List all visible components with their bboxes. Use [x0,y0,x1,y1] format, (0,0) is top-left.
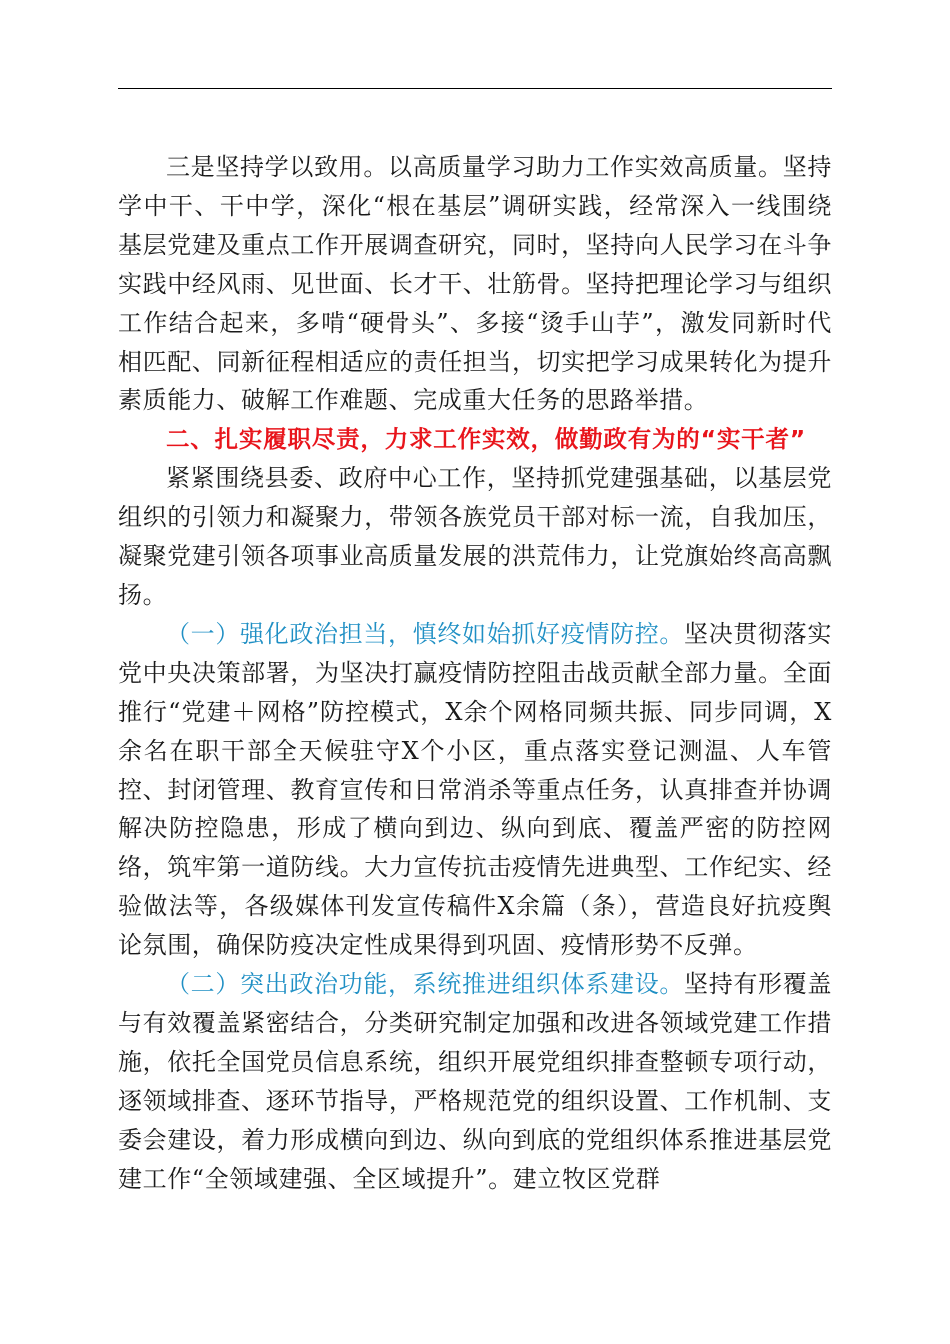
paragraph-organization-system [118,965,832,1198]
subheading-epidemic-control: （一）强化政治担当，慎终如始抓好疫情防控。 [166,619,685,648]
paragraph-section-2-intro: 紧紧围绕县委、政府中心工作，坚持抓党建强基础，以基层党组织的引领力和凝聚力，带领各族党员干部对标一流，自我加压，凝聚党建引领各项事业高质量发展的洪荒伟力，让党旗始终高高飘扬。 [118,464,832,609]
header-rule [118,88,832,89]
paragraph-organization-system-body: 坚持有形覆盖与有效覆盖紧密结合，分类研究制定加强和改进各领域党建工作措施，依托全国党员信息系统，组织开展党组织排查整顿专项行动，逐领域排查、逐环节指导，严格规范党的组织设置、工作机制、支委会建设，着力形成横向到边、纵向到底的党组织体系推进基层党建工作“全领域建强、全区域提升”。建立牧区党群 [118,970,832,1193]
paragraph-study-application: 三是坚持学以致用。以高质量学习助力工作实效高质量。坚持学中干、干中学，深化“根在基层”调研实践，经常深入一线围绕基层党建及重点工作开展调查研究，同时，坚持向人民学习在斗争实践中经风雨、见世面、长才干、壮筋骨。坚持把理论学习与组织工作结合起来，多啃“硬骨头”、多接“烫手山芋”，激发同新时代相匹配、同新征程相适应的责任担当，切实把学习成果转化为提升素质能力、破解工作难题、完成重大任务的思路举措。 [118,153,832,415]
paragraph-epidemic-control-body: 坚决贯彻落实党中央决策部署，为坚决打赢疫情防控阻击战贡献全部力量。全面推行“党建＋网格”防控模式，X余个网格同频共振、同步同调，X余名在职干部全天候驻守X个小区，重点落实登记测温、人车管控、封闭管理、教育宣传和日常消杀等重点任务，认真排查并协调解决防控隐患，形成了横向到边、纵向到底、覆盖严密的防控网络，筑牢第一道防线。大力宣传抗击疫情先进典型、工作纪实、经验做法等，各级媒体刊发宣传稿件X余篇（条），营造良好抗疫舆论氛围，确保防疫决定性成果得到巩固、疫情形势不反弹。 [118,619,832,960]
document-body [118,148,832,1198]
section-heading-2: 二、扎实履职尽责，力求工作实效，做勤政有为的“实干者” [166,425,806,454]
paragraph-epidemic-control [118,615,832,965]
subheading-organization-system: （二）突出政治功能，系统推进组织体系建设。 [166,970,685,999]
